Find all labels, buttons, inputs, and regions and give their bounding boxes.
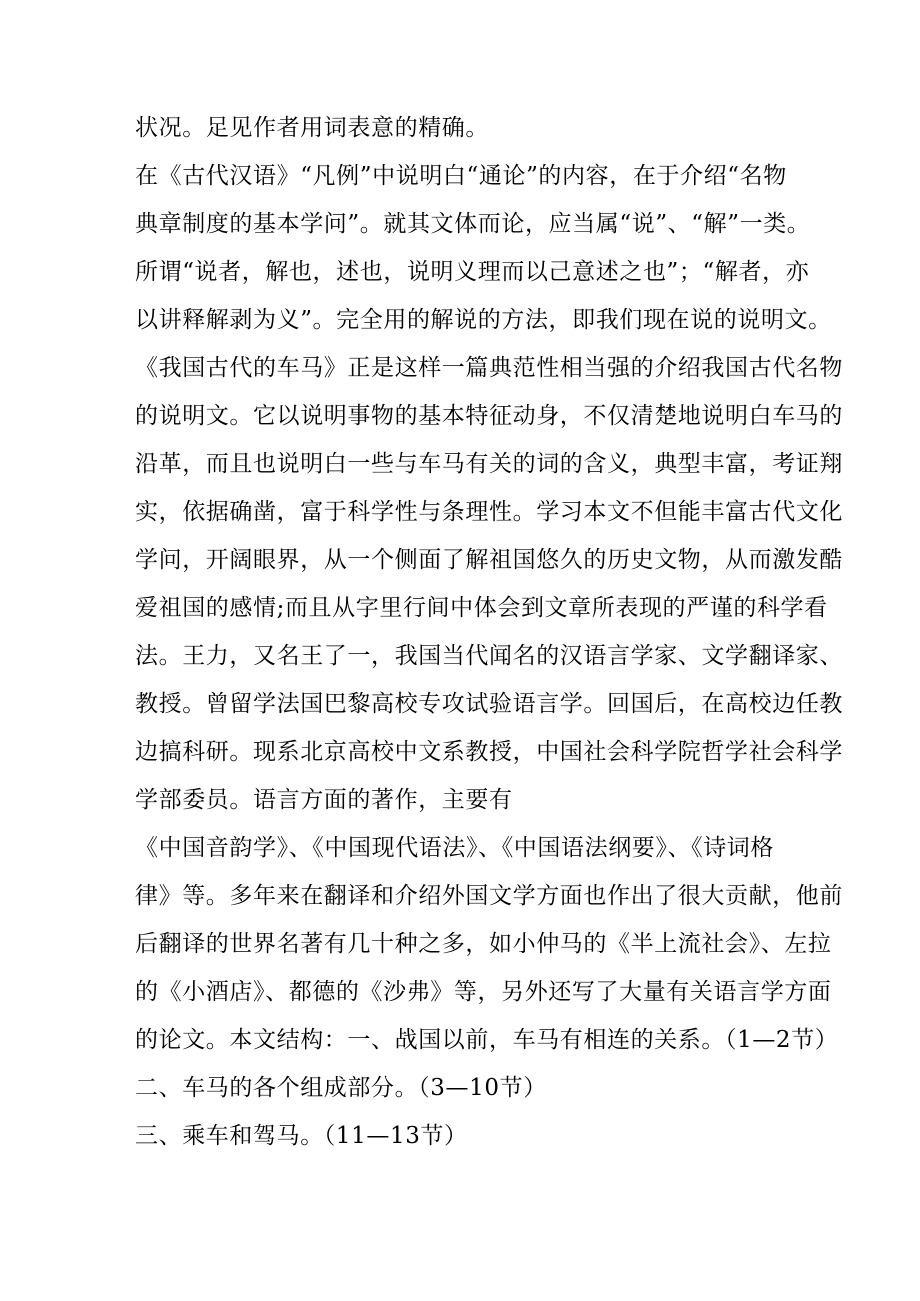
text-line: 学问，开阔眼界，从一个侧面了解祖国悠久的历史文物，从而激发酷: [135, 547, 843, 573]
text-line: 的《小酒店》、都德的《沙弗》等，另外还写了大量有关语言学方面: [135, 979, 832, 1005]
text-line: 《我国古代的车马》正是这样一篇典范性相当强的介绍我国古代名物: [135, 355, 843, 381]
text-line: 的说明文。它以说明事物的基本特征动身，不仅清楚地说明白车马的: [135, 403, 843, 429]
text-line: 以讲释解剥为义”。完全用的解说的方法，即我们现在说的说明文。: [135, 307, 832, 333]
text-line: 爱祖国的感情;而且从字里行间中体会到文章所表现的严谨的科学看: [135, 595, 828, 621]
text-line: 边搞科研。现系北京高校中文系教授，中国社会科学院哲学社会科学: [135, 739, 843, 765]
text-line: 在《古代汉语》“凡例”中说明白“通论”的内容，在于介绍“名物: [135, 163, 787, 189]
text-line: 法。王力，又名王了一，我国当代闻名的汉语言学家、文学翻译家、: [135, 643, 843, 669]
text-line: 沿革，而且也说明白一些与车马有关的词的含义，典型丰富，考证翔: [135, 451, 843, 477]
text-line: 典章制度的基本学问”。就其文体而论，应当属“说”、“解”一类。: [135, 211, 811, 237]
text-line: 《中国音韵学》、《中国现代语法》、《中国语法纲要》、《诗词格: [135, 835, 774, 861]
text-line: 二、车马的各个组成部分。（3—10节）: [135, 1075, 547, 1101]
text-line: 学部委员。语言方面的著作，主要有: [135, 787, 513, 813]
text-line: 所谓“说者，解也，述也，说明义理而以己意述之也”；“解者，亦: [135, 259, 810, 285]
text-line: 的论文。本文结构：一、战国以前，车马有相连的关系。（1—2节）: [135, 1027, 839, 1053]
text-line: 律》等。多年来在翻译和介绍外国文学方面也作出了很大贡献，他前: [135, 883, 843, 909]
text-line: 状况。足见作者用词表意的精确。: [135, 115, 489, 141]
text-line: 三、乘车和驾马。（11—13节）: [135, 1123, 468, 1149]
text-line: 后翻译的世界名著有几十种之多，如小仲马的《半上流社会》、左拉: [135, 931, 832, 957]
text-line: 教授。曾留学法国巴黎高校专攻试验语言学。回国后，在高校边任教: [135, 691, 843, 717]
text-line: 实，依据确凿，富于科学性与条理性。学习本文不但能丰富古代文化: [135, 499, 843, 525]
